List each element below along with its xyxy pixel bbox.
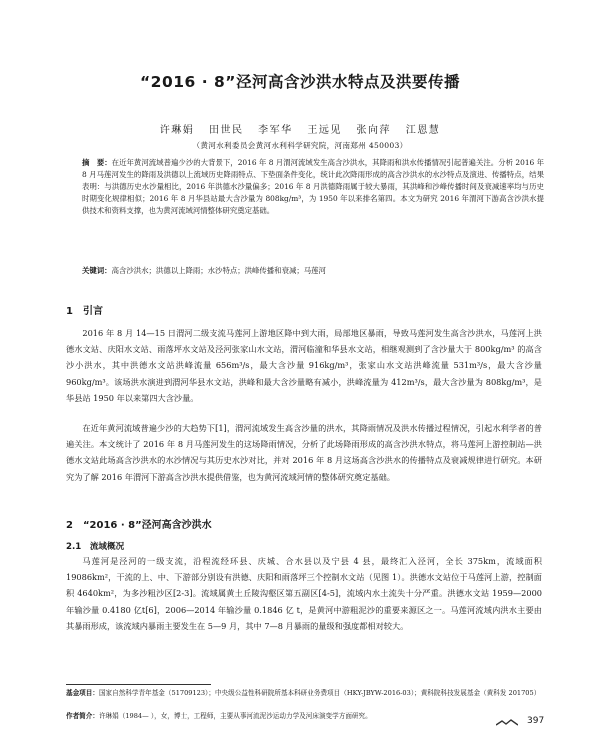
keywords-label: 关键词： — [82, 266, 112, 275]
section-2-1-heading: 2.1 流域概况 — [66, 542, 125, 552]
section-1-paragraph-1: 2016 年 8 月 14—15 日渭河二级支流马莲河上游地区降中到大雨，局部地区暴雨，导致马莲河发生高含沙洪水，马莲河上洪德水文站、庆阳水文站、雨落坪水文站及泾河张家山水文站，渭河临潼和华县水文站，相继观测到了含沙量大于 800kg/m³ 的高含沙小洪水，其中洪德水文站洪峰流量 656m³/s，最大含沙量 916kg/m³，张家山水文站洪峰流量 531m³/s，最大含沙量 960kg/m³。该场洪水演进到渭河华县水文站，洪峰和最大含沙量略有减小，洪峰流量为 412m³/s，最大含沙量为 808kg/m³，是华县站 1950 年以来第四大含沙量。 — [66, 328, 542, 403]
footnote-rule — [66, 684, 211, 685]
section-1-heading: 1 引言 — [66, 306, 103, 317]
section-2-1-paragraph: 马莲河是泾河的一级支流，沿程流经环县、庆城、合水县以及宁县 4 县，最终汇入泾河，全长 375km，流域面积 19086km²，干流的上、中、下游部分别设有洪德、庆阳和雨落坪三个控制水文站（见图 1）。洪德水文站位于马莲河上游，控制面积 4640km²，为多沙粗沙区[2-3]。流域属黄土丘陵沟壑区第五副区[4-5]，流域内水土流失十分严重。洪德水文站 1959—2000 年输沙量 0.4180 亿t[6]，2006—2014 年输沙量 0.1846 亿 t，是黄河中游粗泥沙的重要来源区之一。马莲河流域内洪水主要由其暴雨形成，该流域内暴雨主要发生在 5—9 月，其中 7—8 月暴雨的量级和强度都相对较大。 — [66, 556, 542, 631]
affiliation: （黄河水利委员会黄河水利科学研究院，河南郑州 450003） — [192, 141, 408, 150]
abstract-label: 摘 要： — [82, 158, 112, 167]
author-text: 许琳娟（1984— ），女，博士，工程师，主要从事河流泥沙运动力学及河床演变学方面研究。 — [98, 712, 372, 720]
section-1-paragraph-2: 在近年黄河流域普遍少沙的大趋势下[1]，渭河流域发生高含沙量的洪水，其降雨情况及洪水传播过程情况，引起水利学者的普遍关注。本文统计了 2016 年 8 月马莲河发生的这场降雨情况，分析了此场降雨形成的高含沙洪水特点，将马莲河上游控制站—洪德水文站此场高含沙洪水的水沙情况与其历史水沙对比，并对 2016 年 8 月这场高含沙洪水的传播特点及衰减规律进行研究。本研究为了解 2016 年渭河下游高含沙洪水提供借鉴，也为黄河流域河情的整体研究奠定基础。 — [66, 423, 542, 482]
keywords-text: 高含沙洪水；洪德以上降雨；水沙特点；洪峰传播和衰减；马莲河 — [111, 266, 326, 275]
page-number: 397 — [527, 716, 545, 726]
page-mark-icon — [496, 719, 518, 727]
fund-footnote — [66, 688, 542, 698]
section-2-heading: 2 “2016 · 8”泾河高含沙洪水 — [66, 520, 212, 531]
paper-title: “2016 · 8”泾河高含沙洪水特点及洪要传播 — [140, 73, 460, 91]
fund-label: 基金项目： — [66, 689, 99, 697]
author-label: 作者简介： — [66, 712, 99, 720]
author-list: 许琳娟 田世民 李军华 王远见 张向萍 江恩慧 — [159, 125, 441, 136]
abstract — [82, 157, 544, 217]
fund-text: 国家自然科学青年基金（51709123）；中央级公益性科研院所基本科研业务费项目（HKY-JBYW-2016-03）；黄科院科技发展基金（黄科发 201705） — [98, 689, 541, 697]
keywords — [82, 265, 544, 277]
abstract-text: 在近年黄河流域普遍少沙的大背景下，2016 年 8 月渭河流域发生高含沙洪水，其降雨和洪水传播情况引起普遍关注。分析 2016 年 8 月马莲河发生的降雨及洪德以上流域历史降雨特点、下垫面条件变化，统计此次降雨形成的高含沙洪水的水沙特点及演进、传播特点，结果表明：与洪德历史水沙量相比，2016 年洪德水沙量偏多；2016 年 8 月洪德降雨属于较大暴雨，其洪峰和沙峰传播时间及衰减速率均与历史时期变化规律相似；2016 年 8 月华县站最大含沙量为 808kg/m³，为 1950 年以来排名第四。本文为研究 2016 年渭河下游高含沙洪水提供技术和资料支撑，也为黄河流域河情整体研究奠定基础。 — [82, 158, 544, 215]
author-footnote — [66, 711, 542, 721]
